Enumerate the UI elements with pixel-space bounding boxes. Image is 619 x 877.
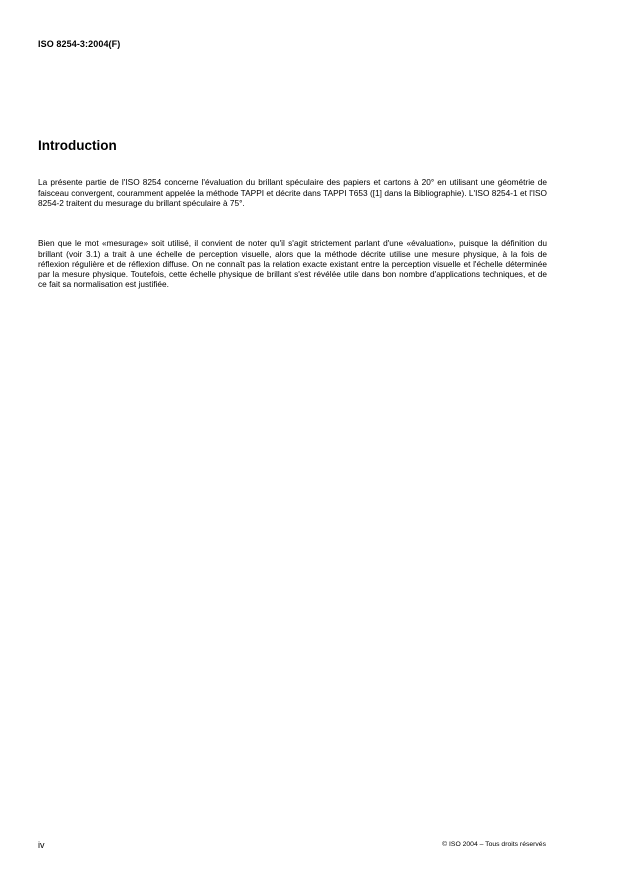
document-identifier: ISO 8254-3:2004(F) xyxy=(38,39,121,49)
introduction-paragraph-2: Bien que le mot «mesurage» soit utilisé, il convient de noter qu'il s'agit strictement parlant d'une «évaluation», puisque la définition du brillant (voir 3.1) a trait à une échelle de perception visuelle, alors que la méthode décrite utilise une mesure physique, à la fois de réflexion régulière et de réflexion diffuse. On ne connaît pas la relation exacte existant entre la perception visuelle et l'échelle déterminée par la mesure physique. Toutefois, cette échelle physique de brillant s'est révélée utile dans bon nombre d'applications techniques, et de ce fait sa normalisation est justifiée. xyxy=(38,238,547,290)
introduction-paragraph-1: La présente partie de l'ISO 8254 concerne l'évaluation du brillant spéculaire des papiers et cartons à 20° en utilisant une géométrie de faisceau convergent, couramment appelée la méthode TAPPI et décrite dans TAPPI T653 ([1] dans la Bibliographie). L'ISO 8254-1 et l'ISO 8254-2 traitent du mesurage du brillant spéculaire à 75°. xyxy=(38,177,547,208)
copyright-notice: © ISO 2004 – Tous droits réservés xyxy=(442,841,546,848)
page-number: iv xyxy=(38,840,45,850)
section-title: Introduction xyxy=(38,138,117,153)
